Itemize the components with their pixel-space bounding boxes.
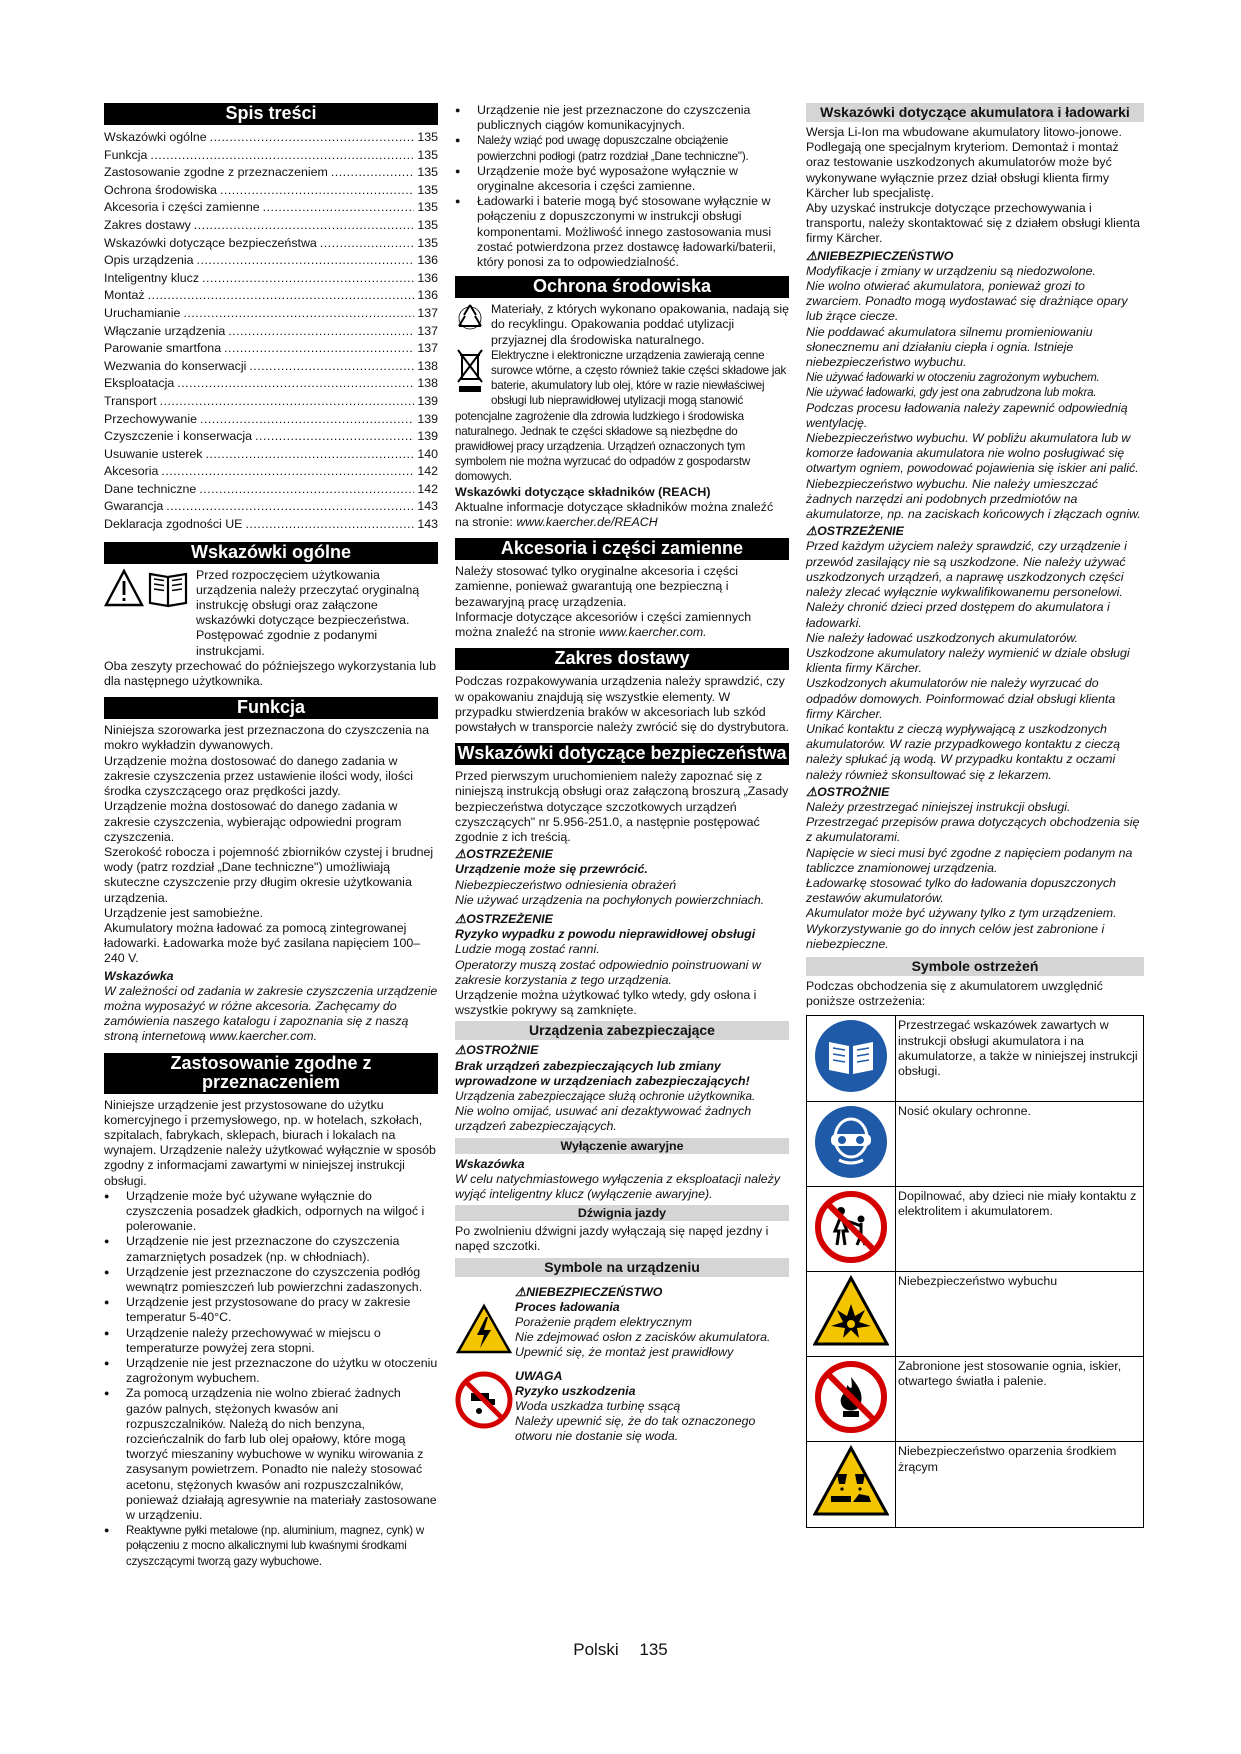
toc-dots xyxy=(224,340,414,358)
intended-use-item: ● Urządzenie należy przechowywać w miejscu o temperaturze powyżej zera stopni. xyxy=(104,1326,438,1356)
toc-item-label: Gwarancja xyxy=(104,499,164,514)
toc-dots xyxy=(245,516,414,534)
explosion-hazard-icon xyxy=(807,1271,896,1356)
battery-caution-list xyxy=(806,800,1144,952)
toc-item-page: 135 xyxy=(417,165,438,180)
toc-item-label: Montaż xyxy=(104,288,145,303)
toc-item[interactable] xyxy=(104,516,438,534)
toc-item-label: Ochrona środowiska xyxy=(104,182,217,197)
battery-warning-line: Nie należy ładować uszkodzonych akumulatorów. Uszkodzone akumulatory należy wymienić w dziale obsługi klienta firmy Kärcher. xyxy=(806,630,1130,676)
reach-text-label: Aktualne informacje dotyczące składników można znaleźć na stronie: xyxy=(455,499,774,530)
toc-item-page: 137 xyxy=(417,341,438,356)
toc-item-label: Zakres dostawy xyxy=(104,217,191,232)
toc-dots xyxy=(166,498,414,516)
column-3 xyxy=(806,103,1144,1528)
toc-dots xyxy=(194,217,415,235)
toc-item-label: Wskazówki ogólne xyxy=(104,130,207,144)
charging-line3: Upewnić się, że montaż jest prawidłowy xyxy=(515,1345,734,1360)
toc-item[interactable] xyxy=(104,446,438,464)
toc-item-label: Deklaracja zgodności UE xyxy=(104,517,243,532)
safety-warning-2-title: Ryzyko wypadku z powodu nieprawidłowej obsługi xyxy=(455,927,756,942)
toc-heading: Spis treści xyxy=(104,103,438,125)
toc-item-label: Akcesoria xyxy=(104,464,159,479)
function-paragraph: Szerokość robocza i pojemność zbiorników czystej i brudnej wody (patrz rozdział „Dane techniczne") umożliwiają skuteczne czyszczenie przy długim okresie użytkowania urządzenia. xyxy=(104,844,434,905)
intended-use-list xyxy=(104,1189,438,1569)
battery-text-1: Wersja Li-Ion ma wbudowane akumulatory litowo-jonowe. Podlegają one specjalnym kryteriom. Demontaż i montaż oraz testowanie uszkodzonych akumulatorów może być wykonywane wyłącznie przez dział obsługi klienta firmy Kärcher lub specjalistę. xyxy=(806,125,1122,200)
toc-item-page: 135 xyxy=(417,235,438,250)
toc-dots xyxy=(228,323,414,341)
function-paragraph: Urządzenie można dostosować do danego zadania w zakresie czyszczenia, wybierając odpowiedni program czyszczenia. xyxy=(104,799,402,844)
function-note-text: W zależności od zadania w zakresie czyszczenia urządzenie można wyposażyć w różne akcesoria. Zachęcamy do zamówienia naszego katalogu i zapoznania się z naszą stroną internetową www.kaercher.com. xyxy=(104,983,438,1044)
toc-dots xyxy=(177,375,414,393)
toc-item[interactable] xyxy=(104,199,438,217)
accessories-heading: Akcesoria i części zamienne xyxy=(455,538,789,560)
safety-warning-1-line1: Niebezpieczeństwo odniesienia obrażeń xyxy=(455,877,677,892)
toc-item[interactable] xyxy=(104,164,438,182)
safety-devices-heading: Urządzenia zabezpieczające xyxy=(455,1021,789,1040)
toc-item-label: Funkcja xyxy=(104,147,148,162)
safety-warning-2-label: ⚠OSTRZEŻENIE xyxy=(455,911,553,926)
drive-lever-text: Po zwolnieniu dźwigni jazdy wyłączają się napęd jezdny i napęd szczotki. xyxy=(455,1224,769,1254)
toc-item-label: Akcesoria i części zamienne xyxy=(104,200,260,215)
env-recycling-block xyxy=(455,302,789,348)
electric-shock-icon xyxy=(455,1285,515,1361)
charging-line1: Porażenie prądem elektrycznym xyxy=(515,1315,692,1329)
intended-use-item: ● Reaktywne pyłki metalowe (np. aluminium, magnez, cynk) w połączeniu z mocno alkalicznymi lub kwaśnymi środkami czyszczącymi tworzą gazy wybuchowe. xyxy=(104,1523,438,1569)
scope-heading: Zakres dostawy xyxy=(455,648,789,670)
toc-item-page: 136 xyxy=(417,288,438,303)
toc-dots xyxy=(160,393,415,411)
keep-children-away-icon xyxy=(807,1186,896,1271)
toc-item-page: 143 xyxy=(417,517,438,532)
caution-line1: Urządzenia zabezpieczające służą ochronie użytkownika. xyxy=(455,1088,756,1103)
battery-caution-line: Ładowarkę stosować tylko do ładowania dopuszczonych zestawów akumulatorów. xyxy=(806,875,1116,906)
safety-warning-1-title: Urządzenie może się przewrócić. xyxy=(455,862,648,877)
battery-danger-line: Nie używać ładowarki w otoczeniu zagrożonym wybuchem. xyxy=(806,371,1100,385)
toc-item-page: 136 xyxy=(417,270,438,285)
warning-symbol-text: Przestrzegać wskazówek zawartych w instrukcji obsługi akumulatora i na akumulatorze, a także w niniejszej instrukcji obsługi. xyxy=(896,1016,1144,1101)
intended-use-item: ● Urządzenie może być używane wyłącznie do czyszczenia posadzek gładkich, odpornych na wilgoć i polerowanie. xyxy=(104,1189,438,1235)
intended-use-item: ● Za pomocą urządzenia nie wolno zbierać żadnych gazów palnych, stężonych kwasów ani rozpuszczalników. Należą do nich benzyna, rozcieńczalnik do farb lub olej opałowy, które mogą tworzyć mieszaniny wybuchowe w wyniku wirowania z zasysanym powietrzem. Ponadto nie należy stosować acetonu, stężonych kwasów ani rozpuszczalników, ponieważ działają agresywnie na materiały zastosowane w urządzeniu. xyxy=(104,1386,438,1523)
battery-danger-line: Niebezpieczeństwo wybuchu. W pobliżu akumulatora lub w komorze ładowania akumulatora nie wolno posługiwać się otwartym ogniem, powodować pojawienia się iskier ani palić. xyxy=(806,431,1139,476)
toc-item[interactable] xyxy=(104,481,438,499)
reach-text xyxy=(455,500,789,530)
safety-warning-2-line3: Urządzenie można użytkować tylko wtedy, gdy osłona i wszystkie pokrywy są zamknięte. xyxy=(455,987,757,1018)
intended-use-item: ● Urządzenie może być wyposażone wyłącznie w oryginalne akcesoria i części zamienne. xyxy=(455,164,789,194)
toc-item-page: 139 xyxy=(417,393,438,408)
safety-warning-1-label: ⚠OSTRZEŻENIE xyxy=(455,847,553,862)
battery-warning-line: Należy chronić dzieci przed dostępem do akumulatora i ładowarki. xyxy=(806,600,1110,630)
toc-item-page: 143 xyxy=(417,499,438,514)
recycling-icon xyxy=(455,302,485,348)
toc-item[interactable] xyxy=(104,358,438,376)
toc-item-page: 136 xyxy=(417,253,438,268)
toc-dots xyxy=(205,446,414,464)
toc-item-label: Wskazówki dotyczące bezpieczeństwa xyxy=(104,235,317,250)
function-paragraph: Urządzenie jest samobieżne. xyxy=(104,905,264,920)
toc-item[interactable] xyxy=(104,235,438,253)
accessories-text-2 xyxy=(455,610,789,640)
toc-item-label: Opis urządzenia xyxy=(104,253,194,268)
toc-dots xyxy=(255,428,414,446)
function-heading: Funkcja xyxy=(104,697,438,719)
device-symbol-charging xyxy=(455,1285,789,1361)
env-text-2: Elektryczne i elektroniczne urządzenia zawierają cenne surowce wtórne, a często również takie części składowe jak baterie, akumulatory lub olej, które w razie niewłaściwej obsługi lub nieprawidłowej utylizacji mogą stanowić potencjalne zagrożenie dla zdrowia ludzkiego i środowiska naturalnego. Jednak te części składowe są niezbędne do prawidłowej pracy urządzenia. Urządzeń oznaczonych tym symbolem nie można wyrzucać do odpadów z gospodarstw domowych. xyxy=(455,348,787,484)
battery-warning-list xyxy=(806,539,1144,782)
intended-use-item: ● Urządzenie nie jest przeznaczone do użytku w otoczeniu zagrożonym wybuchem. xyxy=(104,1356,438,1386)
toc-item-label: Eksploatacja xyxy=(104,376,175,391)
toc-item-page: 138 xyxy=(417,376,438,391)
battery-warning-line: Uszkodzonych akumulatorów nie należy wyrzucać do odpadów domowych. Poinformować dział obsługi klienta firmy Kärcher. xyxy=(806,676,1116,721)
warning-symbol-row xyxy=(807,1016,1144,1101)
damage-line2: Należy upewnić się, że do tak oznaczonego otworu nie dostanie się woda. xyxy=(515,1414,756,1444)
toc-item-page: 142 xyxy=(417,481,438,496)
intended-use-item: ● Urządzenie jest przystosowane do pracy w zakresie temperatur 5-40°C. xyxy=(104,1295,438,1325)
toc-item-page: 139 xyxy=(417,411,438,426)
no-water-icon xyxy=(455,1369,515,1445)
footer-page-number: 135 xyxy=(639,1640,668,1659)
warning-symbol-text: Niebezpieczeństwo wybuchu xyxy=(896,1271,1144,1356)
toc-item-label: Usuwanie usterek xyxy=(104,446,203,461)
toc-item-page: 135 xyxy=(417,200,438,215)
warning-symbols-intro: Podczas obchodzenia się z akumulatorem uwzględnić poniższe ostrzeżenia: xyxy=(806,978,1103,1009)
intended-use-intro: Niniejsze urządzenie jest przystosowane do użytku komercyjnego i przemysłowego, np. w hotelach, szkołach, szpitalach, fabrykach, sklepach, biurach i lokalach na wynajem. Urządzenie należy użytkować wyłącznie w sposób zgodny z informacjami zawartymi w niniejszej instrukcji obsługi. xyxy=(104,1097,436,1188)
safety-intro: Przed pierwszym uruchomieniem należy zapoznać się z niniejszą instrukcją obsługi oraz załączoną broszurą „Zasady bezpieczeństwa dotyczące szczotkowych urządzeń czyszczących" nr 5.956-251.0, a następnie postępować zgodnie z ich treścią. xyxy=(455,769,789,844)
toc-item[interactable] xyxy=(104,252,438,270)
warning-symbol-text: Niebezpieczeństwo oparzenia środkiem żrącym xyxy=(896,1442,1144,1527)
warning-symbol-text: Dopilnować, aby dzieci nie miały kontaktu z elektrolitem i akumulatorem. xyxy=(896,1186,1144,1271)
warning-symbols-table xyxy=(806,1015,1144,1527)
toc-dots xyxy=(197,252,415,270)
column-1 xyxy=(104,103,438,1569)
function-paragraphs xyxy=(104,723,438,966)
toc-item-page: 135 xyxy=(417,130,438,144)
crossed-bin-icon xyxy=(455,348,485,396)
toc-item[interactable] xyxy=(104,287,438,305)
caution-title: Brak urządzeń zabezpieczających lub zmiany wprowadzone w urządzeniach zabezpieczających! xyxy=(455,1058,750,1088)
toc-item[interactable] xyxy=(104,305,438,323)
accessories-text-1: Należy stosować tylko oryginalne akcesoria i części zamienne, ponieważ gwarantują one bezpieczną i bezawaryjną pracę urządzenia. xyxy=(455,564,739,609)
warning-symbols-heading: Symbole ostrzeżeń xyxy=(806,957,1144,976)
general-text-start: Przed rozpoczęciem użytkowania urządzenia należy przeczytać oryginalną instrukcję obsługi oraz załączone wskazówki dotyczące bezpieczeństwa. Postępować zgodnie z podanymi instrukcjami. xyxy=(196,567,420,658)
read-manual-icon xyxy=(807,1016,896,1101)
battery-danger-line: Modyfikacje i zmiany w urządzeniu są niedozwolone. xyxy=(806,263,1096,278)
toc-dots xyxy=(183,305,414,323)
battery-danger-line: Nie poddawać akumulatora silnemu promieniowaniu słonecznemu ani działaniu ciepła i ognia. Istnieje niebezpieczeństwo wybuchu. xyxy=(806,324,1093,370)
env-weee-block xyxy=(455,348,789,485)
intended-use-item: ● Ładowarki i baterie mogą być stosowane wyłącznie w połączeniu z dopuszczonymi w instrukcji obsługi komponentami. Możliwość innego zastosowania musi zostać potwierdzona przez dostawcę ładowarki/baterii, który ponosi za to odpowiedzialność. xyxy=(455,194,789,270)
toc-dots xyxy=(331,164,414,182)
toc-item[interactable] xyxy=(104,129,438,147)
toc-list xyxy=(104,129,438,534)
battery-caution-label: ⚠OSTROŻNIE xyxy=(806,784,890,799)
battery-caution-line: Napięcie w sieci musi być zgodne z napięciem podanym na tabliczce znamionowej urządzenia. xyxy=(806,845,1133,875)
damage-line1: Woda uszkadza turbinę ssącą xyxy=(515,1399,681,1414)
emergency-note-title: Wskazówka xyxy=(455,1156,525,1171)
device-symbol-water-text xyxy=(515,1369,789,1445)
accessories-text-2-label: Informacje dotyczące akcesoriów i części zamiennych można znaleźć na stronie xyxy=(455,609,752,640)
toc-item-page: 137 xyxy=(417,323,438,338)
battery-warning-line: Unikać kontaktu z cieczą wypływającą z uszkodzonych akumulatorów. W razie przypadkowego kontaktu z cieczą należy spłukać ją wodą. W przypadku kontaktu z oczami należy również skonsultować się z lekarzem. xyxy=(806,721,1121,782)
toc-item-page: 142 xyxy=(417,464,438,479)
function-paragraph: Urządzenie można dostosować do danego zadania w zakresie czyszczenia przez ustawienie ilości wody, ilości środka czyszczącego oraz prędkości jazdy. xyxy=(104,753,413,799)
danger-label: ⚠NIEBEZPIECZEŃSTWO xyxy=(515,1284,663,1299)
toc-item[interactable] xyxy=(104,217,438,235)
battery-caution-line: Należy przestrzegać niniejszej instrukcji obsługi. Przestrzegać przepisów prawa dotyczących obchodzenia się z akumulatorami. xyxy=(806,799,1140,845)
drive-lever-heading: Dźwignia jazdy xyxy=(455,1205,789,1221)
toc-dots xyxy=(220,182,414,200)
function-note-title: Wskazówka xyxy=(104,968,174,983)
battery-danger-line: Nie używać ładowarki, gdy jest ona zabrudzona lub mokra. xyxy=(806,386,1097,400)
toc-item-page: 139 xyxy=(417,429,438,444)
emergency-note-text: W celu natychmiastowego wyłączenia z eksploatacji należy wyjąć inteligentny klucz (wyłączenie awaryjne). xyxy=(455,1171,781,1201)
toc-item-page: 140 xyxy=(417,446,438,461)
warning-symbol-row xyxy=(807,1442,1144,1527)
toc-item[interactable] xyxy=(104,323,438,341)
battery-warning-line: Przed każdym użyciem należy sprawdzić, czy urządzenie i przewód zasilający nie są uszkodzone. Nie należy używać uszkodzonych urządzeń, a naprawę uszkodzonych części należy zlecać wyłącznie wykwalifikowanemu personelowi. xyxy=(806,539,1127,600)
toc-item-label: Parowanie smartfona xyxy=(104,341,222,356)
battery-heading: Wskazówki dotyczące akumulatora i ładowarki xyxy=(806,103,1144,122)
toc-item-label: Czyszczenie i konserwacja xyxy=(104,429,253,444)
toc-item-label: Inteligentny klucz xyxy=(104,270,200,285)
toc-item[interactable] xyxy=(104,498,438,516)
toc-item-label: Transport xyxy=(104,393,157,408)
reach-title: Wskazówki dotyczące składników (REACH) xyxy=(455,484,711,499)
toc-item[interactable] xyxy=(104,428,438,446)
general-block xyxy=(104,568,438,659)
page-footer xyxy=(0,1640,1241,1660)
toc-item-page: 135 xyxy=(417,217,438,232)
general-text-2: Oba zeszyty przechować do późniejszego wykorzystania lub dla następnego użytkownika. xyxy=(104,658,436,689)
battery-danger-line: Niebezpieczeństwo wybuchu. Nie należy umieszczać żadnych narzędzi ani podobnych przedmiotów na akumulatorze, np. na zaciskach końcowych i złączach ogniw. xyxy=(806,476,1141,522)
device-symbol-water xyxy=(455,1369,789,1445)
toc-item[interactable] xyxy=(104,463,438,481)
column-2 xyxy=(455,103,789,1445)
general-heading: Wskazówki ogólne xyxy=(104,542,438,564)
toc-item-label: Włączanie urządzenia xyxy=(104,323,226,338)
toc-dots xyxy=(150,147,414,165)
toc-item[interactable] xyxy=(104,147,438,165)
toc-item-page: 135 xyxy=(417,182,438,197)
warning-symbol-text: Zabronione jest stosowanie ognia, iskier, otwartego światła i palenie. xyxy=(896,1357,1144,1442)
charging-title: Proces ładowania xyxy=(515,1299,620,1314)
battery-caution-line: Akumulator może być używany tylko z tym urządzeniem. Wykorzystywanie go do innych celów jest zabronione i niebezpieczne. xyxy=(806,906,1117,951)
warning-symbol-row xyxy=(807,1271,1144,1356)
env-text-1: Materiały, z których wykonano opakowania, nadają się do recyklingu. Opakowania poddać utylizacji przyjaznej dla środowiska naturalnego. xyxy=(491,302,789,347)
footer-language: Polski xyxy=(573,1640,619,1659)
toc-item[interactable] xyxy=(104,340,438,358)
device-symbols-heading: Symbole na urządzeniu xyxy=(455,1258,789,1277)
toc-item[interactable] xyxy=(104,270,438,288)
toc-item[interactable] xyxy=(104,411,438,429)
toc-item-label: Przechowywanie xyxy=(104,411,197,426)
no-fire-icon xyxy=(807,1357,896,1442)
caution-label: ⚠OSTROŻNIE xyxy=(455,1043,539,1058)
toc-item-label: Uruchamianie xyxy=(104,305,181,320)
toc-item[interactable] xyxy=(104,375,438,393)
warning-symbol-row xyxy=(807,1357,1144,1442)
intended-use-item: ● Należy wziąć pod uwagę dopuszczalne obciążenie powierzchni podłogi (patrz rozdział „Dane techniczne"). xyxy=(455,133,789,163)
toc-dots xyxy=(210,129,415,147)
caution-line2: Nie wolno omijać, usuwać ani dezaktywować żadnych urządzeń zabezpieczających. xyxy=(455,1104,752,1134)
safety-warning-2-line2: Operatorzy muszą zostać odpowiednio poinstruowani w zakresie korzystania z tego urządzenia. xyxy=(455,957,761,987)
safety-heading: Wskazówki dotyczące bezpieczeństwa xyxy=(455,743,789,765)
toc-item-label: Wezwania do konserwacji xyxy=(104,358,247,373)
battery-danger-list xyxy=(806,264,1144,522)
toc-item-label: Zastosowanie zgodne z przeznaczeniem xyxy=(104,165,328,180)
warning-symbol-row xyxy=(807,1101,1144,1186)
toc-dots xyxy=(161,463,414,481)
device-symbol-charging-text xyxy=(515,1285,789,1361)
toc-dots xyxy=(320,235,415,253)
safety-warning-1-line2: Nie używać urządzenia na pochyłonych powierzchniach. xyxy=(455,892,765,907)
toc-dots xyxy=(199,481,414,499)
function-paragraph: Niniejsza szorowarka jest przeznaczona do czyszczenia na mokro wykładzin dywanowych. xyxy=(104,723,430,753)
accessories-link[interactable]: www.kaercher.com. xyxy=(598,625,707,640)
scope-text: Podczas rozpakowywania urządzenia należy sprawdzić, czy w opakowaniu znajdują się wszystkie elementy. W przypadku stwierdzenia braków w akcesoriach lub szkód powstałych w transporcie należy zwrócić się do dystrybutora. xyxy=(455,674,789,734)
notice-label: UWAGA xyxy=(515,1368,563,1383)
toc-item[interactable] xyxy=(104,182,438,200)
warning-symbol-text: Nosić okulary ochronne. xyxy=(896,1101,1144,1186)
toc-item-label: Dane techniczne xyxy=(104,481,197,496)
safety-goggles-icon xyxy=(807,1101,896,1186)
battery-danger-label: ⚠NIEBEZPIECZEŃSTWO xyxy=(806,248,954,263)
environment-heading: Ochrona środowiska xyxy=(455,276,789,298)
damage-risk-title: Ryzyko uszkodzenia xyxy=(515,1383,636,1398)
corrosive-icon xyxy=(807,1442,896,1527)
toc-dots xyxy=(263,199,415,217)
toc-dots xyxy=(202,270,414,288)
intended-use-heading: Zastosowanie zgodne z przeznaczeniem xyxy=(104,1053,438,1094)
battery-danger-line: Nie wolno otwierać akumulatora, ponieważ grozi to zwarciem. Ponadto mogą wydostawać się drażniące opary lub żrące ciecze. xyxy=(806,279,1128,324)
function-paragraph: Akumulatory można ładować za pomocą zintegrowanej ładowarki. Ładowarka może być zasilana napięciem 100–240 V. xyxy=(104,920,421,966)
intended-use-item: ● Urządzenie nie jest przeznaczone do czyszczenia zamarzniętych posadzek (np. w chłodniach). xyxy=(104,1234,438,1264)
manual-warning-icon xyxy=(104,568,192,659)
reach-link[interactable]: www.kaercher.de/REACH xyxy=(516,515,658,530)
intended-use-list-continued xyxy=(455,103,789,270)
toc-dots xyxy=(200,411,414,429)
toc-dots xyxy=(249,358,414,376)
charging-line2: Nie zdejmować osłon z zacisków akumulatora. xyxy=(515,1330,771,1345)
intended-use-item: ● Urządzenie nie jest przeznaczone do czyszczenia publicznych ciągów komunikacyjnych. xyxy=(455,103,789,133)
intended-use-item: ● Urządzenie jest przeznaczone do czyszczenia podłóg wewnątrz pomieszczeń lub powierzchni zadaszonych. xyxy=(104,1265,438,1295)
toc-item-page: 137 xyxy=(417,305,438,320)
battery-text-2: Aby uzyskać instrukcje dotyczące przechowywania i transportu, należy skontaktować się z działem obsługi klienta firmy Kärcher. xyxy=(806,201,1141,246)
emergency-stop-heading: Wyłączenie awaryjne xyxy=(455,1138,789,1154)
warning-symbol-row xyxy=(807,1186,1144,1271)
toc-item-page: 135 xyxy=(417,147,438,162)
safety-warning-2-line1: Ludzie mogą zostać ranni. xyxy=(455,942,600,957)
toc-item-page: 138 xyxy=(417,358,438,373)
battery-warning-label: ⚠OSTRZEŻENIE xyxy=(806,524,904,539)
toc-dots xyxy=(148,287,415,305)
toc-item[interactable] xyxy=(104,393,438,411)
battery-danger-line: Podczas procesu ładowania należy zapewnić odpowiednią wentylację. xyxy=(806,400,1128,430)
